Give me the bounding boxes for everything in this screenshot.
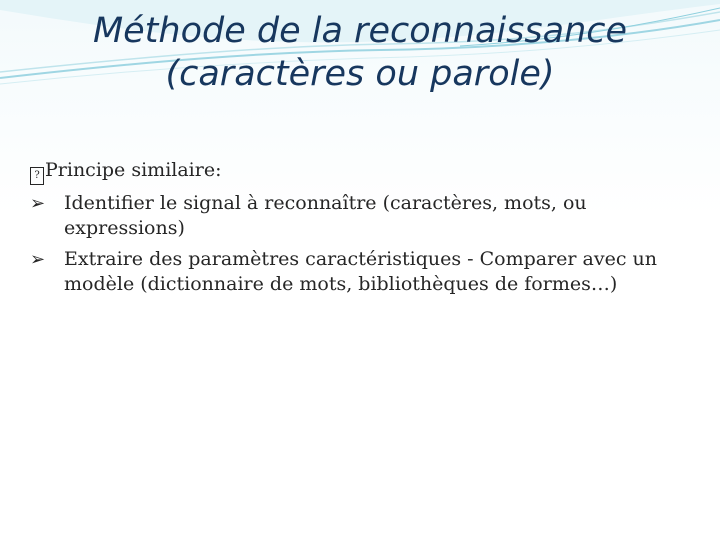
arrow-bullet-icon: ➢ <box>30 249 46 270</box>
arrow-bullet-icon: ➢ <box>30 193 46 214</box>
intro-text: Principe similaire: <box>45 159 222 181</box>
bullet-item <box>30 191 690 241</box>
slide-body <box>30 158 690 303</box>
slide-title <box>0 10 720 95</box>
slide-title-line-1: Méthode de la reconnaissance <box>92 11 628 51</box>
intro-line <box>30 158 690 185</box>
bullet-item <box>30 247 690 297</box>
slide-title-line-2: (caractères ou parole) <box>165 53 555 94</box>
missing-glyph-icon: ? <box>30 167 44 185</box>
bullet-text: Identifier le signal à reconnaître (caractères, mots, ou expressions) <box>64 192 587 239</box>
bullet-text: Extraire des paramètres caractéristiques - Comparer avec un modèle (dictionnaire de mots, bibliothèques de formes…) <box>64 248 657 295</box>
